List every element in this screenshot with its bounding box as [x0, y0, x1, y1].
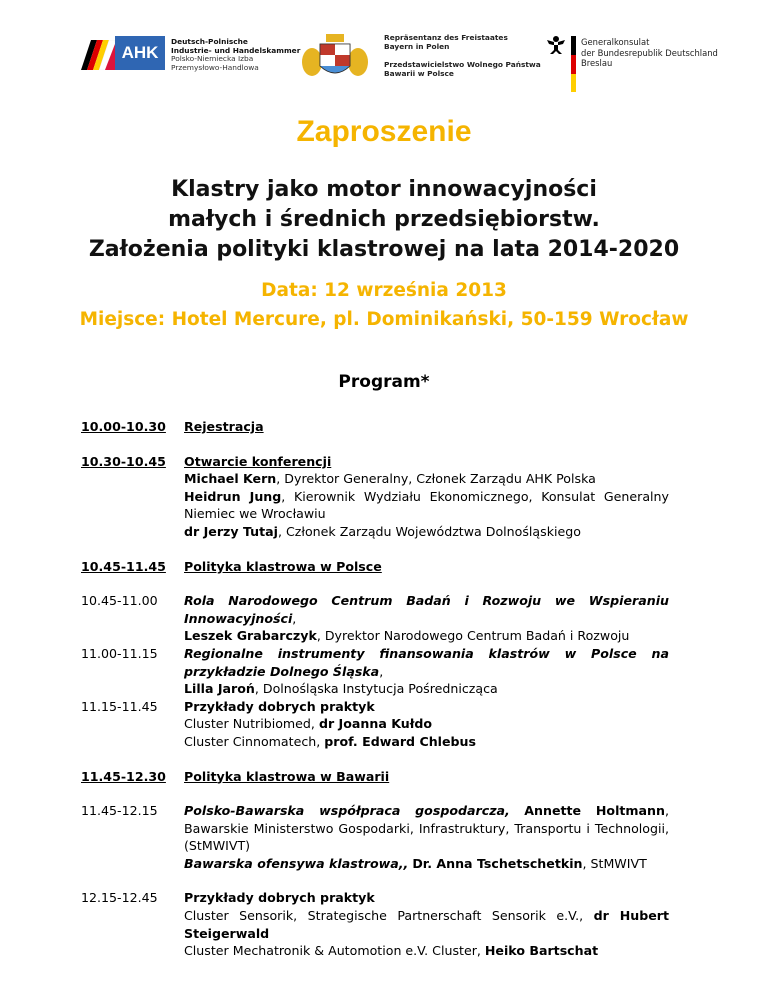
speaker-name: dr Hubert Steigerwald — [184, 908, 669, 941]
consulate-logo — [545, 34, 745, 92]
ahk-line-2: Industrie- und Handelskammer — [171, 45, 301, 55]
speaker-role: , Członek Zarządu Województwa Dolnośląskiego — [277, 523, 581, 539]
bavaria-line-1: Repräsentanz des Freistaates — [384, 33, 508, 42]
agenda-time: 11.45-12.30 — [81, 768, 166, 784]
ahk-text — [171, 38, 300, 72]
consulate-line-3: Breslau — [581, 58, 613, 68]
agenda-row — [81, 592, 669, 645]
talk-title: Regionalne instrumenty finansowania klastrów w Polsce na przykładzie Dolnego Śląska — [184, 645, 669, 679]
agenda-row — [81, 802, 669, 872]
german-polish-flag-icon — [81, 40, 115, 70]
agenda — [81, 418, 669, 960]
agenda-row — [81, 453, 669, 541]
agenda-session-title: Rejestracja — [184, 419, 264, 434]
speaker-name: Heiko Bartschat — [484, 943, 599, 959]
speaker-name: prof. Edward Chlebus — [324, 733, 476, 749]
event-place: Miejsce: Hotel Mercure, pl. Dominikański, 50-159 Wrocław — [79, 309, 689, 330]
bavaria-line-4: Bawarii w Polsce — [384, 68, 454, 78]
agenda-time: 11.15-11.45 — [81, 698, 158, 714]
speaker-name: dr Jerzy Tutaj — [184, 523, 278, 539]
agenda-session-title: Polityka klastrowa w Polsce — [184, 558, 382, 574]
speaker-role: , Dolnośląska Instytucja Pośrednicząca — [254, 681, 498, 697]
agenda-time: 10.45-11.45 — [81, 558, 166, 574]
speaker-role: , Kierownik Wydziału Ekonomicznego, Konsulat Generalny Niemiec we Wrocławiu — [184, 488, 669, 522]
speaker-role: , Dyrektor Generalny, Członek Zarządu AHK Polska — [276, 471, 596, 487]
consulate-line-2: der Bundesrepublik Deutschland — [581, 47, 718, 58]
invitation-title: Zaproszenie — [296, 115, 472, 148]
bavaria-text — [384, 34, 541, 78]
agenda-time: 11.00-11.15 — [81, 645, 158, 661]
consulate-line-1: Generalkonsulat — [581, 37, 650, 47]
speaker-name: Michael Kern — [184, 471, 277, 487]
agenda-session-title: Przykłady dobrych praktyk — [184, 698, 375, 714]
subtitle-line-2: małych i średnich przedsiębiorstw. — [168, 207, 600, 232]
talk-title: Polsko-Bawarska współpraca gospodarcza, — [184, 803, 510, 819]
speaker-name: dr Joanna Kułdo — [318, 716, 433, 732]
event-date: Data: 12 września 2013 — [261, 280, 507, 301]
talk-title-end: , — [292, 610, 297, 626]
talk-title-end: , — [379, 663, 384, 679]
agenda-row — [81, 889, 669, 959]
speaker-name: Leszek Grabarczyk — [184, 628, 317, 644]
talk-title: Bawarska ofensywa klastrowa,, — [184, 855, 409, 871]
speaker-role: , Dyrektor Narodowego Centrum Badań i Rozwoju — [316, 628, 630, 644]
event-subtitle — [0, 175, 768, 265]
german-flag-stripe-icon — [571, 36, 576, 92]
speaker-name: Dr. Anna Tschetschetkin — [412, 855, 583, 871]
speaker-role: , StMWIVT — [582, 855, 647, 871]
federal-eagle-icon — [545, 34, 567, 56]
speaker-role: , Bawarskie Ministerstwo Gospodarki, Infrastruktury, Transportu i Technologii, (StMWIVT) — [184, 803, 669, 854]
speaker-name: Heidrun Jung — [184, 488, 282, 504]
ahk-line-1: Deutsch-Polnische — [171, 37, 248, 46]
bavaria-line-3: Przedstawicielstwo Wolnego Państwa — [384, 60, 541, 70]
talk-title: Rola Narodowego Centrum Badań i Rozwoju we Wspieraniu Innowacyjności — [184, 593, 669, 626]
speaker-name: Annette Holtmann — [524, 803, 665, 819]
cluster-name: Cluster Cinnomatech, — [184, 733, 325, 749]
consulate-text — [581, 37, 718, 69]
agenda-row — [81, 418, 669, 436]
ahk-line-4: Przemysłowo-Handlowa — [171, 62, 259, 72]
program-heading: Program* — [338, 372, 430, 392]
agenda-session-title: Przykłady dobrych praktyk — [184, 890, 375, 906]
speaker-name: Lilla Jaroń — [184, 681, 255, 697]
cluster-name: Cluster Nutribiomed, — [184, 716, 319, 732]
cluster-name: Cluster Mechatronik & Automotion e.V. Cluster, — [184, 943, 485, 959]
cluster-name: Cluster Sensorik, Strategische Partnerschaft Sensorik e.V., — [184, 908, 594, 924]
bavaria-line-2: Bayern in Polen — [384, 41, 450, 51]
ahk-logo — [81, 32, 301, 78]
agenda-session-title: Polityka klastrowa w Bawarii — [184, 768, 390, 784]
bavaria-logo — [300, 32, 541, 82]
subtitle-line-3: Założenia polityki klastrowej na lata 2014-2020 — [88, 237, 680, 262]
agenda-row — [81, 768, 669, 786]
agenda-time: 11.45-12.15 — [81, 803, 158, 819]
agenda-time: 10.45-11.00 — [81, 593, 158, 609]
ahk-line-3: Polsko-Niemiecka Izba — [171, 54, 254, 64]
subtitle-line-1: Klastry jako motor innowacyjności — [171, 177, 597, 202]
ahk-box: AHK — [115, 36, 165, 70]
agenda-row — [81, 645, 669, 698]
agenda-time: 10.00-10.30 — [81, 419, 166, 434]
agenda-row — [81, 698, 669, 751]
agenda-session-title: Otwarcie konferencji — [184, 453, 332, 469]
agenda-row — [81, 558, 669, 576]
bavarian-coat-of-arms-icon — [300, 32, 370, 80]
agenda-time: 10.30-10.45 — [81, 453, 166, 469]
agenda-time: 12.15-12.45 — [81, 890, 158, 906]
